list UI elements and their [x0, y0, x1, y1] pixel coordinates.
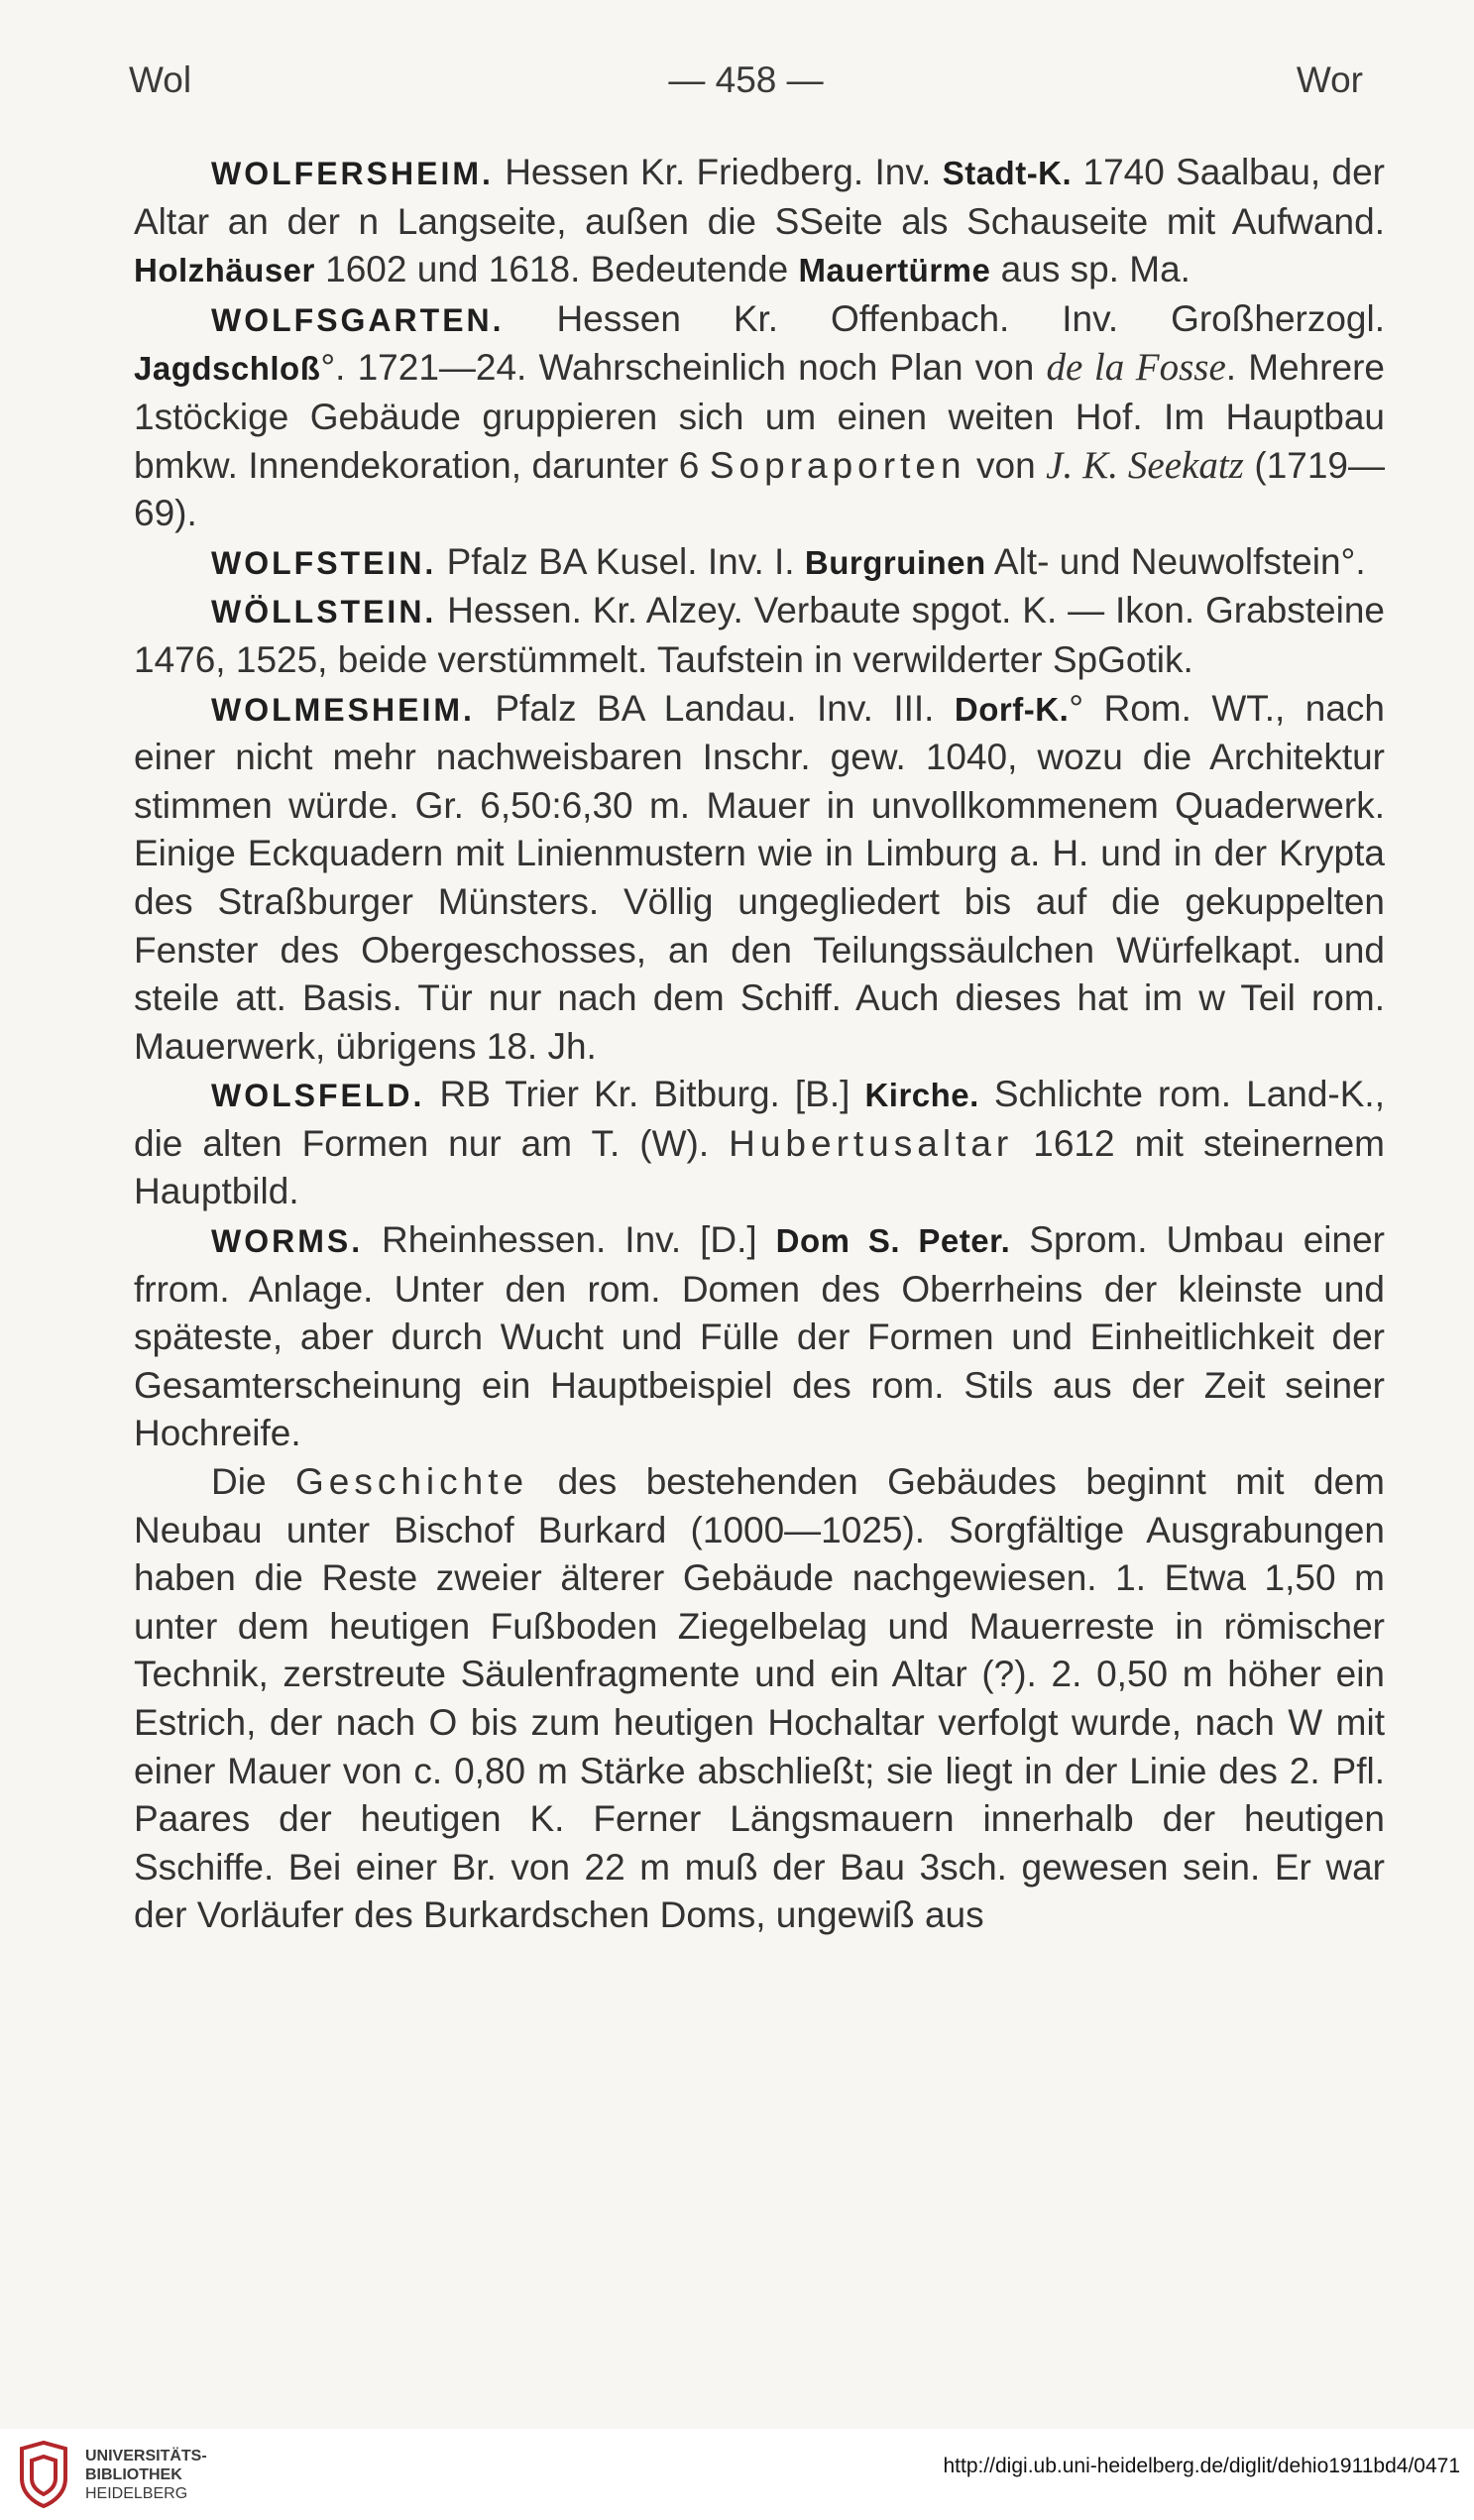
spaced-term: Hubertusaltar [729, 1122, 1014, 1164]
entry-text: Pfalz BA Landau. Inv. III. [474, 687, 955, 729]
university-library-logo-icon [14, 2439, 73, 2508]
artist-name: J. K. Seekatz [1046, 443, 1244, 487]
entry-text: aus sp. Ma. [990, 249, 1191, 290]
dictionary-entry [134, 149, 1385, 295]
entry-text: RB Trier Kr. Bitburg. [B.] [424, 1074, 865, 1115]
source-url-link[interactable]: http://digi.ub.uni-heidelberg.de/diglit/dehio1911bd4/0471 [943, 2455, 1460, 2477]
page-number: — 458 — [668, 59, 824, 100]
entry-headword: WOLSFELD. [211, 1078, 425, 1114]
entry-text: von [965, 444, 1047, 486]
entry-text: Hessen Kr. Friedberg. Inv. [493, 152, 943, 192]
entry-keyword: Jagdschloß [134, 350, 321, 388]
institution-name [85, 2447, 207, 2503]
entry-paragraph [134, 1458, 1385, 1940]
artist-name: de la Fosse [1046, 346, 1226, 390]
dictionary-entry [134, 538, 1385, 588]
entry-text: ° Rom. WT., nach einer nicht mehr nachweisbaren Inschr. gew. 1040, wozu die Architektur stimmen würde. Gr. 6,50:6,30 m. Mauer in unvollkommenem Quaderwerk. Einige Eckquadern mit Linienmustern wie in Limburg a. H. und in der Krypta des Straßburger Münsters. Völlig ungegliedert bis auf die gekuppelten Fenster des Obergeschosses, an den Teilungssäulchen Würfelkapt. und steile att. Basis. Tür nur nach dem Schiff. Auch dieses hat im w Teil rom. Mauerwerk, übrigens 18. Jh. [134, 687, 1385, 1067]
entry-headword: WORMS. [211, 1223, 364, 1260]
entry-text: Pfalz BA Kusel. Inv. I. [436, 540, 805, 582]
entry-text: °. 1721—24. Wahrscheinlich noch Plan von [320, 347, 1047, 389]
entry-text: Schlichte rom. Land-K., die alten Formen nur am T. (W). [134, 1074, 1385, 1164]
dictionary-entry [134, 1216, 1385, 1458]
entry-text: Sprom. Umbau einer frrom. Anlage. Unter den rom. Domen des Oberrheins der kleinste und späteste, aber durch Wucht und Fülle der Formen und Einheitlichkeit der Gesamterscheinung ein Hauptbeispiel des rom. Stils aus der Zeit seiner Hochreife. [134, 1219, 1385, 1454]
entry-headword: WOLFSTEIN. [211, 544, 437, 581]
body-text [134, 149, 1385, 1940]
spaced-term: Geschichte [295, 1461, 529, 1503]
entry-text: 1612 mit steinernem Hauptbild. [134, 1122, 1385, 1212]
entry-text: Hessen. Kr. Alzey. Verbaute spgot. K. — Ikon. Grabsteine 1476, 1525, beide verstümmelt. Taufstein in verwilderter SpGotik. [134, 590, 1385, 680]
running-head-left: Wol [129, 59, 192, 100]
dictionary-entry [134, 295, 1385, 538]
entry-text: 1740 Saalbau, der Altar an der n Langseite, außen die SSeite als Schauseite mit Aufwand. [134, 152, 1385, 242]
entry-keyword: Dom S. Peter. [775, 1222, 1011, 1260]
entry-headword: WOLFSGARTEN. [211, 301, 505, 338]
entry-text: Hessen Kr. Offenbach. Inv. Großherzogl. [504, 297, 1385, 339]
entry-text: Rheinhessen. Inv. [D.] [363, 1219, 776, 1261]
running-head-right: Wor [1296, 59, 1363, 100]
entry-keyword: Kirche. [864, 1077, 979, 1114]
entry-text: des bestehenden Gebäudes beginnt mit dem Neubau unter Bischof Burkard (1000—1025). Sorgfältige Ausgrabungen haben die Reste zweier älterer Gebäude nachgewiesen. 1. Etwa 1,50 m unter dem heutigen Fußboden Ziegelbelag und Mauerreste in römischer Technik, zerstreute Säulenfragmente und ein Altar (?). 2. 0,50 m höher ein Estrich, der nach O bis zum heutigen Hochaltar verfolgt wurde, nach W mit einer Mauer von c. 0,80 m Stärke abschließt; sie liegt in der Linie des 2. Pfl. Paares der heutigen K. Ferner Längsmauern innerhalb der heutigen Sschiffe. Bei einer Br. von 22 m muß der Bau 3sch. gewesen sein. Er war der Vorläufer des Burkardschen Doms, ungewiß aus [134, 1461, 1385, 1936]
entry-headword: WÖLLSTEIN. [211, 594, 437, 630]
entry-text: Alt- und Neuwolfstein°. [985, 540, 1366, 582]
entry-headword: WOLFERSHEIM. [211, 156, 494, 191]
entry-text: . Mehrere 1stöckige Gebäude gruppieren sich um einen weiten Hof. Im Hauptbau bmkw. Innendekoration, darunter 6 [134, 347, 1385, 486]
entry-text: (1719—69). [134, 444, 1385, 534]
entry-keyword: Stadt-K. [942, 155, 1073, 191]
running-head [129, 59, 1363, 109]
entry-keyword: Burgruinen [804, 543, 986, 581]
institution-line: HEIDELBERG [85, 2485, 188, 2502]
entry-text: 1602 und 1618. Bedeutende [314, 249, 799, 290]
entry-keyword: Holzhäuser [134, 252, 315, 289]
footer [0, 2429, 1474, 2520]
dictionary-entry [134, 587, 1385, 684]
institution-line: BIBLIOTHEK [85, 2466, 182, 2483]
dictionary-entry [134, 685, 1385, 1072]
dictionary-entry [134, 1071, 1385, 1216]
entry-text: Die [211, 1461, 295, 1503]
institution-line: UNIVERSITÄTS- [85, 2448, 207, 2464]
entry-headword: WOLMESHEIM. [211, 691, 475, 728]
entry-keyword: Mauertürme [798, 252, 991, 289]
spaced-term: Sopraporten [709, 444, 966, 486]
entry-keyword: Dorf-K. [954, 690, 1070, 728]
